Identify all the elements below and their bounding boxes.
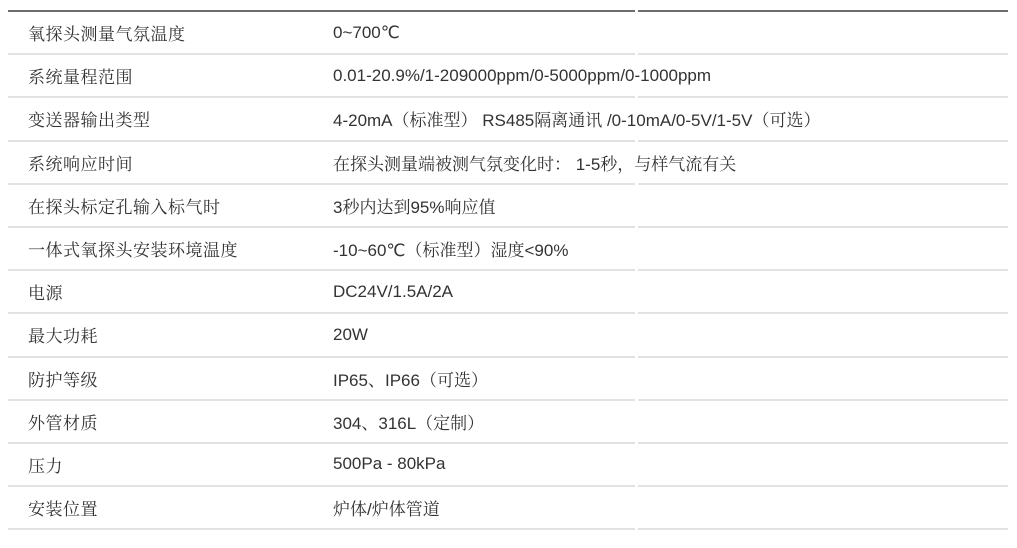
table-row [8,358,1008,401]
spec-value: DC24V/1.5A/2A [333,281,454,301]
spec-label: 系统量程范围 [28,68,133,88]
table-row [8,314,1008,357]
table-row [8,12,1008,55]
table-row [8,185,1008,228]
spec-label: 压力 [28,456,63,476]
spec-label: 最大功耗 [28,327,98,347]
spec-label: 在探头标定孔输入标气时 [28,197,221,217]
spec-value: 4-20mA（标准型） RS485隔离通讯 /0-10mA/0-5V/1-5V（可选） [333,111,821,131]
spec-label: 防护等级 [28,370,98,390]
table-row [8,55,1008,98]
spec-value: 在探头测量端被测气氛变化时： 1-5秒，与样气流有关 [333,154,737,174]
spec-value: 20W [333,324,368,344]
spec-value: 500Pa - 80kPa [333,454,446,474]
spec-value: 0~700℃ [333,22,400,42]
spec-label: 安装位置 [28,500,98,520]
table-row [8,444,1008,487]
spec-label: 系统响应时间 [28,154,133,174]
table-row [8,271,1008,314]
spec-label: 外管材质 [28,413,98,433]
spec-rows [8,12,1008,530]
spec-value: 0.01-20.9%/1-209000ppm/0-5000ppm/0-1000ppm [333,65,712,85]
spec-value: -10~60℃（标准型）湿度<90% [333,241,569,261]
table-row [8,228,1008,271]
spec-value: 炉体/炉体管道 [333,500,440,520]
table-row [8,401,1008,444]
spec-value: 3秒内达到95%响应值 [333,197,496,217]
table-row [8,98,1008,141]
table-row [8,487,1008,530]
spec-label: 氧探头测量气氛温度 [28,25,186,45]
spec-label: 一体式氧探头安装环境温度 [28,241,238,261]
spec-value: 304、316L（定制） [333,413,485,433]
spec-label: 变送器输出类型 [28,111,151,131]
specification-table [8,10,1008,530]
spec-label: 电源 [28,284,63,304]
table-row [8,142,1008,185]
spec-value: IP65、IP66（可选） [333,370,488,390]
